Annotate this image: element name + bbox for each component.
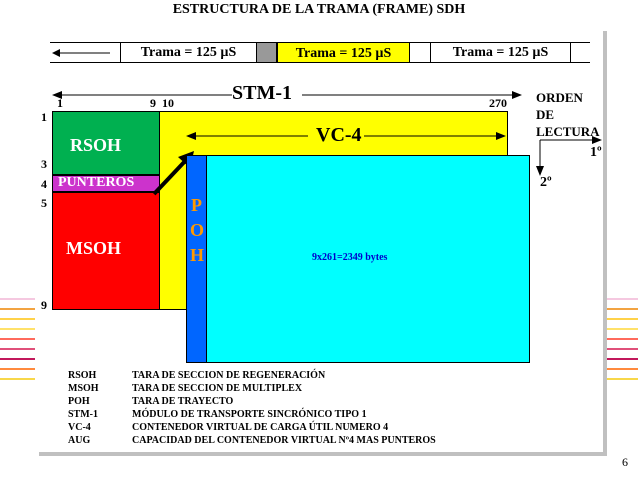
legend-row — [68, 395, 436, 408]
vc4-label: VC-4 — [316, 124, 362, 146]
legend-def: CONTENEDOR VIRTUAL DE CARGA ÚTIL NUMERO 4 — [132, 422, 389, 433]
legend-def: CAPACIDAD DEL CONTENEDOR VIRTUAL Nº4 MAS PUNTEROS — [132, 435, 436, 446]
payload-size-label: 9x261=2349 bytes — [312, 252, 388, 263]
legend-abbr: POH — [68, 396, 90, 407]
row-number-9: 9 — [41, 298, 47, 312]
legend-def: TARA DE TRAYECTO — [132, 396, 234, 407]
legend-abbr: MSOH — [68, 383, 99, 394]
reading-order-second: 2º — [540, 175, 552, 190]
poh-letter-p: P — [191, 195, 202, 215]
legend-row — [68, 408, 436, 421]
frame-separator — [256, 42, 277, 63]
legend-row — [68, 434, 436, 447]
reading-order-label-1: ORDEN — [536, 90, 583, 105]
msoh-label: MSOH — [66, 238, 122, 258]
legend — [68, 369, 436, 447]
frame-bar-end-tick — [570, 42, 571, 63]
page-title: ESTRUCTURA DE LA TRAMA (FRAME) SDH — [172, 2, 466, 17]
poh-letter-o: O — [190, 220, 205, 240]
reading-order-first: 1º — [590, 145, 602, 160]
left-arrow-icon — [52, 46, 112, 60]
legend-row — [68, 369, 436, 382]
col-number-1: 1 — [57, 96, 63, 110]
legend-row — [68, 382, 436, 395]
page-number: 6 — [622, 455, 628, 469]
col-number-9: 9 — [150, 96, 156, 110]
stm1-label: STM-1 — [232, 82, 292, 104]
legend-def: MÓDULO DE TRANSPORTE SINCRÓNICO TIPO 1 — [132, 409, 367, 420]
legend-def: TARA DE SECCION DE REGENERACIÓN — [132, 370, 326, 381]
decorative-stripes-left — [0, 298, 36, 408]
row-number-4: 4 — [41, 177, 47, 191]
reading-order-label-3: LECTURA — [536, 124, 600, 139]
legend-abbr: AUG — [68, 435, 91, 446]
legend-abbr: STM-1 — [68, 409, 98, 420]
row-number-3: 3 — [41, 157, 47, 171]
decorative-stripes — [602, 298, 638, 408]
frame-cell-3: Trama = 125 µS — [430, 42, 570, 63]
legend-abbr: RSOH — [68, 370, 97, 381]
legend-abbr: VC-4 — [68, 422, 91, 433]
row-number-1: 1 — [41, 110, 47, 124]
frame-cell-1: Trama = 125 µS — [140, 45, 237, 60]
col-number-270: 270 — [489, 96, 507, 110]
legend-def: TARA DE SECCION DE MULTIPLEX — [132, 383, 303, 394]
col-number-10: 10 — [162, 96, 174, 110]
reading-order-label-2: DE — [536, 107, 555, 122]
rsoh-label: RSOH — [70, 135, 122, 155]
legend-row — [68, 421, 436, 434]
row-number-5: 5 — [41, 196, 47, 210]
punteros-label: PUNTEROS — [58, 175, 135, 190]
poh-letter-h: H — [190, 245, 205, 265]
frame-cell-2-highlighted: Trama = 125 µS — [277, 42, 410, 63]
